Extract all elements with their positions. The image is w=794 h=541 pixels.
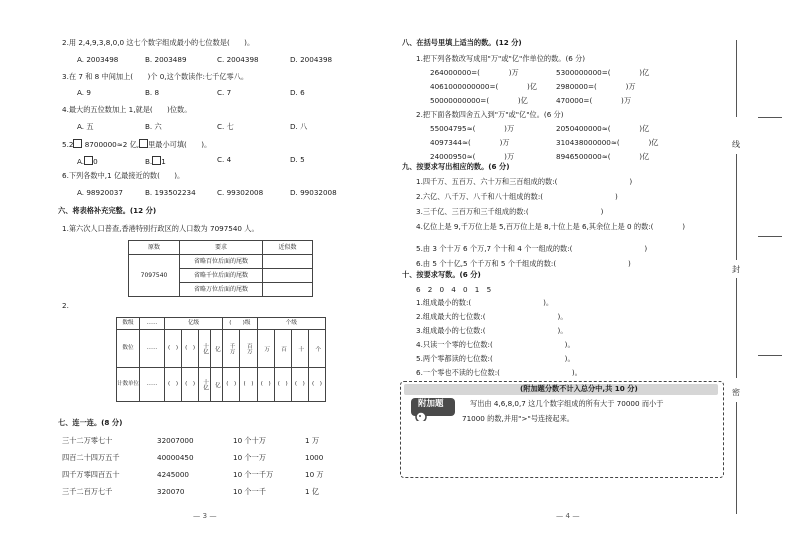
- fill-blank[interactable]: 4061000000000=( )亿: [430, 82, 538, 91]
- table-cell: 省略千位后面的尾数: [180, 269, 263, 283]
- bonus-text-1: 写出由 4,6,8,0,7 这几个数字组成的所有大于 70000 而小于: [470, 399, 664, 408]
- s6-q1-text: 1.第六次人口普查,香港特别行政区的人口数为 7097540 人。: [62, 224, 259, 233]
- match-item[interactable]: 4245000: [157, 470, 190, 479]
- match-item[interactable]: 10 个一千: [233, 487, 266, 496]
- q6-option-d[interactable]: D. 99032008: [290, 188, 337, 197]
- fill-blank[interactable]: 50000000000=( )亿: [430, 96, 528, 105]
- table-header: 要求: [180, 241, 263, 255]
- fill-blank[interactable]: 5300000000=( )亿: [556, 68, 650, 77]
- q4-option-b[interactable]: B. 六: [145, 122, 162, 131]
- q6-text: 6.下列各数中,1 亿最接近的数( )。: [62, 171, 185, 180]
- answer-cell[interactable]: ( ): [223, 368, 240, 402]
- margin-blank-line[interactable]: [758, 355, 782, 356]
- section-7-title: 七、连一连。(8 分): [58, 418, 123, 427]
- answer-cell[interactable]: ( ): [257, 368, 274, 402]
- answer-cell[interactable]: ( ): [165, 330, 182, 368]
- fill-blank[interactable]: 1.四千万、五百万、六十万和三百组成的数:( ): [416, 177, 633, 186]
- match-item[interactable]: 10 个一万: [233, 453, 266, 462]
- table-header: 近似数: [263, 241, 313, 255]
- q3-option-b[interactable]: B. 8: [145, 88, 160, 97]
- section-10-title: 十、按要求写数。(6 分): [402, 270, 481, 279]
- q3-option-d[interactable]: D. 6: [290, 88, 305, 97]
- binding-line: [736, 402, 737, 514]
- fill-blank[interactable]: 2980000=( )万: [556, 82, 636, 91]
- q3-option-c[interactable]: C. 7: [217, 88, 232, 97]
- q6-option-a[interactable]: A. 98920037: [77, 188, 123, 197]
- q5-option-c[interactable]: C. 4: [217, 155, 232, 164]
- place-value-table: 数级 …… 亿级 ( )级 个级 数位 …… ( ) ( ) 十亿 亿 千万 百万 万 百 十 个 计数单位 …… ( ) ( ) 十亿 亿 ( ) ( ) ( ) ( ) ( ) ( ): [116, 317, 326, 402]
- match-item[interactable]: 1 亿: [305, 487, 320, 496]
- blank-box[interactable]: [73, 139, 82, 148]
- section-9-title: 九、按要求写出相应的数。(6 分): [402, 162, 510, 171]
- fill-blank[interactable]: 5.两个零都读的七位数:( )。: [416, 354, 575, 363]
- q4-option-d[interactable]: D. 八: [290, 122, 308, 131]
- match-item[interactable]: 四千万零四百五十: [62, 470, 120, 479]
- fill-blank[interactable]: 3.三千亿、三百万和三千组成的数:( ): [416, 207, 604, 216]
- match-item[interactable]: 10 万: [305, 470, 324, 479]
- table-cell-original: 7097540: [129, 255, 180, 297]
- fill-blank[interactable]: 55004795≈( )万: [430, 124, 515, 133]
- fill-blank[interactable]: 6.由 5 个十亿,5 个千万和 5 个千组成的数:( ): [416, 259, 631, 268]
- answer-cell[interactable]: ( ): [240, 368, 257, 402]
- fill-blank[interactable]: 4.只读一个零的七位数:( )。: [416, 340, 575, 349]
- s8-q1-text: 1.把下列各数改写成用"万"或"亿"作单位的数。(6 分): [416, 54, 586, 63]
- margin-blank-line[interactable]: [758, 117, 782, 118]
- q5-option-d[interactable]: D. 5: [290, 155, 305, 164]
- margin-blank-line[interactable]: [758, 236, 782, 237]
- q3-text: 3.在 7 和 8 中间加上( )个 0,这个数读作:七千亿零八。: [62, 72, 249, 81]
- answer-cell[interactable]: ( ): [182, 368, 199, 402]
- binding-mark: 密: [732, 388, 740, 397]
- binding-mark: 封: [732, 265, 740, 274]
- q2-option-c[interactable]: C. 2004398: [217, 55, 259, 64]
- fill-blank[interactable]: 470000=( )万: [556, 96, 632, 105]
- blank-box[interactable]: [139, 139, 148, 148]
- binding-line: [736, 40, 737, 117]
- answer-cell[interactable]: ( ): [274, 368, 291, 402]
- match-item[interactable]: 1 万: [305, 436, 320, 445]
- q4-text: 4.最大的五位数加上 1,就是( )位数。: [62, 105, 192, 114]
- q6-option-b[interactable]: B. 193502234: [145, 188, 196, 197]
- answer-cell[interactable]: ( )级: [223, 318, 258, 330]
- section-8-title: 八、在括号里填上适当的数。(12 分): [402, 38, 522, 47]
- bonus-text-2: 71000 的数,并用">"号连接起来。: [462, 414, 574, 423]
- s8-q2-text: 2.把下面各数四舍五入到"万"或"亿"位。(6 分): [416, 110, 564, 119]
- match-item[interactable]: 三十二万零七十: [62, 436, 113, 445]
- binding-line: [736, 278, 737, 378]
- q5-text: 5.2 8700000≈2 亿, 里最小可填( )。: [62, 140, 212, 149]
- match-item[interactable]: 三千二百万七千: [62, 487, 113, 496]
- binding-line: [736, 154, 737, 260]
- match-item[interactable]: 320070: [157, 487, 185, 496]
- match-item[interactable]: 1000: [305, 453, 324, 462]
- table-cell: 省略万位后面的尾数: [180, 283, 263, 297]
- fill-blank[interactable]: 1.组成最小的数:( )。: [416, 298, 554, 307]
- q2-option-d[interactable]: D. 2004398: [290, 55, 333, 64]
- fill-blank[interactable]: 2.六亿、八千万、八千和八十组成的数:( ): [416, 192, 618, 201]
- digits: 6 2 0 4 0 1 5: [416, 285, 492, 294]
- match-item[interactable]: 40000450: [157, 453, 194, 462]
- q5-option-a[interactable]: A. 0: [77, 157, 98, 166]
- fill-blank[interactable]: 310438000000≈( )亿: [556, 138, 659, 147]
- match-item[interactable]: 四百二十四万五千: [62, 453, 120, 462]
- match-item[interactable]: 32007000: [157, 436, 194, 445]
- approx-table: [128, 240, 313, 297]
- section-6-title: 六、将表格补充完整。(12 分): [58, 206, 157, 215]
- answer-cell[interactable]: [263, 255, 313, 269]
- q6-option-c[interactable]: C. 99302008: [217, 188, 264, 197]
- q5-option-b[interactable]: B. 1: [145, 157, 166, 166]
- binding-mark: 线: [732, 140, 740, 149]
- page-number: — 3 —: [193, 511, 217, 520]
- answer-cell[interactable]: ( ): [165, 368, 182, 402]
- table-header: 原数: [129, 241, 180, 255]
- s6-q2-text: 2.: [62, 301, 69, 310]
- fill-blank[interactable]: 6.一个零也不读的七位数:( )。: [416, 368, 582, 377]
- fill-blank[interactable]: 4.亿位上是 9,千万位上是 5,百万位上是 8,十位上是 6,其余位上是 0 的数:( ): [416, 222, 686, 231]
- answer-cell[interactable]: ( ): [182, 330, 199, 368]
- q2-text: 2.用 2,4,9,3,8,0,0 这七个数字组成最小的七位数是( )。: [62, 38, 255, 47]
- fill-blank[interactable]: 2050400000≈( )亿: [556, 124, 650, 133]
- bonus-title: (附加题分数不计入总分中,共 10 分): [520, 384, 638, 393]
- answer-cell[interactable]: [263, 269, 313, 283]
- fill-blank[interactable]: 3.组成最小的七位数:( )。: [416, 326, 568, 335]
- fill-blank[interactable]: 5.由 3 个十万 6 个万,7 个十和 4 个一组成的数:( ): [416, 244, 648, 253]
- page-number: — 4 —: [556, 511, 580, 520]
- fill-blank[interactable]: 8946500000≈( )亿: [556, 152, 650, 161]
- fill-blank[interactable]: 4097344≈( )万: [430, 138, 510, 147]
- match-item[interactable]: 10 个一千万: [233, 470, 274, 479]
- match-item[interactable]: 10 个十万: [233, 436, 266, 445]
- table-cell: 省略百位后面的尾数: [180, 255, 263, 269]
- q2-option-b[interactable]: B. 2003489: [145, 55, 187, 64]
- q4-option-c[interactable]: C. 七: [217, 122, 234, 131]
- q2-option-a[interactable]: A. 2003498: [77, 55, 119, 64]
- answer-cell[interactable]: ( ): [308, 368, 325, 402]
- q4-option-a[interactable]: A. 五: [77, 122, 94, 131]
- fill-blank[interactable]: 264000000=( )万: [430, 68, 519, 77]
- bonus-badge-label: 附加题: [418, 399, 444, 409]
- fill-blank[interactable]: 2.组成最大的七位数:( )。: [416, 312, 568, 321]
- q3-option-a[interactable]: A. 9: [77, 88, 91, 97]
- answer-cell[interactable]: ( ): [291, 368, 308, 402]
- fill-blank[interactable]: 24000950≈( )万: [430, 152, 515, 161]
- answer-cell[interactable]: [263, 283, 313, 297]
